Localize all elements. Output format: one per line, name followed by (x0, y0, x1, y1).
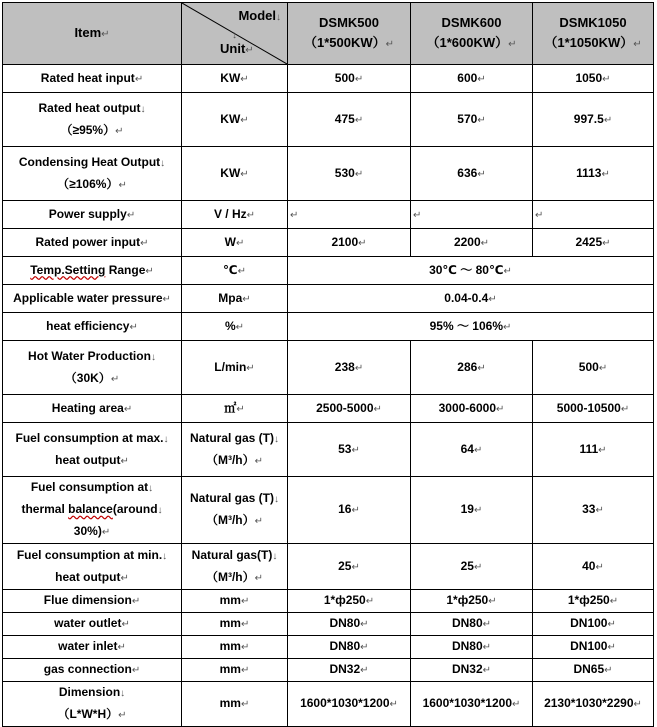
row-unit-cell: mm↵ (182, 590, 288, 613)
cell-value: 2100 (331, 234, 359, 249)
row-unit-cell: Mpa↵ (182, 285, 288, 313)
row-span-value: 95% ～ 106%↵ (288, 313, 654, 341)
table-row (3, 65, 654, 93)
row-item-label: （≥106%） (57, 176, 119, 191)
row-item-cell: Fuel consumption at max.↓ heat output↵ (3, 423, 182, 477)
row-unit-label: KW (220, 165, 241, 180)
row-unit-cell: ㎡↵ (182, 395, 288, 423)
row-unit-label: mm (219, 662, 241, 676)
cell-value: 3000-6000 (438, 400, 496, 415)
row-item-cell: gas connection↵ (3, 659, 182, 682)
row-value-cell: 500↵ (533, 341, 654, 395)
row-span-value: 30℃ ～ 80℃↵ (288, 257, 654, 285)
header-arrow: ↓ (232, 30, 237, 41)
row-value-cell: 64↵ (411, 423, 533, 477)
row-value-cell: DN65↵ (533, 659, 654, 682)
cell-value: 570 (457, 111, 478, 126)
row-value-cell: DN80↵ (288, 613, 411, 636)
cell-value: 25 (338, 558, 352, 573)
row-value-cell: 19↵ (411, 477, 533, 544)
cell-value: 500 (334, 70, 355, 85)
row-unit-label: mm (219, 639, 241, 653)
table-row (3, 659, 654, 682)
row-value-cell: DN32↵ (288, 659, 411, 682)
table-row (3, 229, 654, 257)
header-model-label: Model↓ (238, 8, 281, 23)
row-value-cell: 286↵ (411, 341, 533, 395)
row-item-label: heat efficiency (46, 318, 130, 333)
cell-value: 238 (334, 359, 355, 374)
table-row (3, 423, 654, 477)
row-value-cell: 2130*1030*2290↵ (533, 682, 654, 727)
row-item-label: thermal balance(around (21, 502, 158, 516)
cell-value: DN80 (451, 616, 483, 630)
table-row (3, 285, 654, 313)
row-item-cell: Condensing Heat Output↓ （≥106%）↵ (3, 147, 182, 201)
cell-value: DN80 (451, 639, 483, 653)
row-value-cell: DN100↵ (533, 636, 654, 659)
cell-value: 1*ф250 (567, 593, 610, 607)
row-value-cell: 2500-5000↵ (288, 395, 411, 423)
row-item-label: gas connection (43, 662, 132, 676)
table-row (3, 477, 654, 544)
row-item-label: （30K） (64, 370, 111, 385)
row-item-label: Dimension (58, 685, 121, 699)
row-item-label: Fuel consumption at max. (15, 430, 164, 445)
row-unit-label: （M³/h） (205, 452, 255, 467)
row-item-label: Condensing Heat Output (18, 154, 161, 169)
row-value-cell: 997.5↵ (533, 93, 654, 147)
table-row (3, 613, 654, 636)
cell-value: 64 (460, 441, 474, 456)
row-item-label: Rated heat input (40, 70, 135, 85)
row-value-cell: 2425↵ (533, 229, 654, 257)
span-value: 95% ～ 106% (429, 318, 503, 333)
cell-value: 475 (334, 111, 355, 126)
row-unit-label: Natural gas (T) (189, 491, 274, 505)
row-unit-cell: KW↵ (182, 147, 288, 201)
row-value-cell: 25↵ (411, 544, 533, 590)
row-item-cell: Heating area↵ (3, 395, 182, 423)
row-unit-label: （M³/h） (205, 513, 255, 527)
row-value-cell: 475↵ (288, 93, 411, 147)
header-model-1: DSMK600 （1*600KW）↵ (411, 3, 533, 65)
row-item-cell: Power supply↵ (3, 201, 182, 229)
row-value-cell: 1*ф250↵ (288, 590, 411, 613)
table-row (3, 395, 654, 423)
row-item-cell: Temp.Setting Range↵ (3, 257, 182, 285)
cell-value: 5000-10500 (556, 400, 621, 415)
row-unit-label: mm (219, 616, 241, 630)
header-item-label: Item (74, 24, 102, 40)
row-unit-label: % (224, 318, 236, 333)
cell-value: 1600*1030*1200 (422, 696, 513, 710)
row-unit-label: KW (220, 111, 241, 126)
row-value-cell: 530↵ (288, 147, 411, 201)
cell-value: DN32 (329, 662, 361, 676)
row-item-label: water outlet (54, 616, 122, 630)
row-item-cell: Flue dimension↵ (3, 590, 182, 613)
row-unit-label: Mpa (218, 290, 243, 305)
row-unit-cell: mm↵ (182, 636, 288, 659)
row-item-cell: Hot Water Production↓ （30K）↵ (3, 341, 182, 395)
table-row (3, 313, 654, 341)
row-unit-label: mm (219, 696, 241, 710)
row-value-cell: 1113↵ (533, 147, 654, 201)
row-unit-cell: KW↵ (182, 65, 288, 93)
row-unit-cell: Natural gas (T)↓ （M³/h）↵ (182, 477, 288, 544)
row-unit-label: L/min (214, 359, 247, 374)
row-item-label: Hot Water Production (28, 348, 151, 363)
table-row (3, 682, 654, 727)
table-row (3, 93, 654, 147)
cell-value: 600 (457, 70, 478, 85)
row-unit-cell: %↵ (182, 313, 288, 341)
row-item-label: （L*W*H） (57, 707, 119, 721)
table-row (3, 201, 654, 229)
table-row (3, 147, 654, 201)
row-value-cell: ↵ (411, 201, 533, 229)
header-model-unit (182, 3, 288, 65)
row-item-cell: water inlet↵ (3, 636, 182, 659)
row-value-cell: DN80↵ (288, 636, 411, 659)
row-unit-label: ℃ (223, 262, 238, 277)
row-item-label: Heating area (51, 400, 124, 415)
row-span-value: 0.04-0.4↵ (288, 285, 654, 313)
row-item-label: heat output (55, 569, 121, 584)
row-unit-cell: ℃↵ (182, 257, 288, 285)
row-item-cell: Applicable water pressure↵ (3, 285, 182, 313)
row-unit-label: W (224, 234, 236, 249)
cell-value: 1*ф250 (323, 593, 366, 607)
row-value-cell: 16↵ (288, 477, 411, 544)
row-item-cell: Rated heat input↵ (3, 65, 182, 93)
row-unit-label: KW (220, 70, 241, 85)
row-item-cell: Rated power input↵ (3, 229, 182, 257)
cell-value: DN32 (451, 662, 483, 676)
spec-table (2, 2, 654, 727)
row-value-cell: 500↵ (288, 65, 411, 93)
row-value-cell: 111↵ (533, 423, 654, 477)
cell-value: 111 (579, 441, 599, 456)
row-item-label: Flue dimension (43, 593, 132, 607)
row-unit-cell: mm↵ (182, 659, 288, 682)
cell-value: 997.5 (573, 111, 604, 126)
cell-value: DN100 (570, 616, 608, 630)
header-unit-label: Unit↵ (220, 41, 254, 56)
table-row (3, 544, 654, 590)
span-value: 0.04-0.4 (444, 290, 489, 305)
cell-value: 1113 (576, 165, 602, 180)
span-value: 30℃ ～ 80℃ (429, 262, 504, 277)
row-value-cell: 1050↵ (533, 65, 654, 93)
row-item-cell: Rated heat output↓ （≥95%）↵ (3, 93, 182, 147)
row-unit-label: Natural gas(T) (191, 547, 273, 562)
header-item: Item↵ (3, 3, 182, 65)
row-item-cell: Fuel consumption at↓ thermal balance(around↓ 30%)↵ (3, 477, 182, 544)
row-unit-cell: L/min↵ (182, 341, 288, 395)
row-value-cell: 3000-6000↵ (411, 395, 533, 423)
row-value-cell: 33↵ (533, 477, 654, 544)
row-value-cell: DN32↵ (411, 659, 533, 682)
row-value-cell: DN80↵ (411, 636, 533, 659)
row-value-cell: 1*ф250↵ (411, 590, 533, 613)
row-item-label: heat output (55, 452, 121, 467)
cell-value: DN80 (329, 639, 361, 653)
cell-value: 530 (334, 165, 355, 180)
row-value-cell: 636↵ (411, 147, 533, 201)
row-value-cell: 25↵ (288, 544, 411, 590)
table-row (3, 341, 654, 395)
row-value-cell: 238↵ (288, 341, 411, 395)
row-item-label: Temp.Setting Range (30, 262, 146, 277)
cell-value: 19 (460, 502, 474, 516)
row-value-cell: 1*ф250↵ (533, 590, 654, 613)
cell-value: 40 (582, 558, 596, 573)
row-unit-cell: W↵ (182, 229, 288, 257)
cell-value: 500 (578, 359, 599, 374)
table-row (3, 590, 654, 613)
row-unit-cell: mm↵ (182, 682, 288, 727)
row-item-cell: Dimension↓ （L*W*H）↵ (3, 682, 182, 727)
row-item-label: Power supply (48, 206, 127, 221)
table-row (3, 636, 654, 659)
cell-value: 636 (457, 165, 478, 180)
row-item-cell: heat efficiency↵ (3, 313, 182, 341)
row-unit-label: mm (219, 593, 241, 607)
cell-value: 286 (457, 359, 478, 374)
cell-value: 1050 (575, 70, 603, 85)
cell-value: DN65 (573, 662, 605, 676)
row-value-cell: ↵ (533, 201, 654, 229)
cell-value: 2500-5000 (316, 400, 374, 415)
header-row (3, 3, 654, 65)
table-row (3, 257, 654, 285)
cell-value: 2425 (575, 234, 603, 249)
cell-value: 1*ф250 (446, 593, 489, 607)
cell-value: 16 (338, 502, 352, 516)
row-value-cell: 53↵ (288, 423, 411, 477)
cell-value: 33 (582, 502, 596, 516)
row-unit-label: （M³/h） (205, 569, 255, 584)
row-value-cell: DN80↵ (411, 613, 533, 636)
row-unit-label: V / Hz (213, 206, 247, 221)
row-item-label: Applicable water pressure (13, 290, 163, 305)
header-model-0: DSMK500 （1*500KW）↵ (288, 3, 411, 65)
row-item-label: 30%) (73, 524, 102, 538)
row-value-cell: DN100↵ (533, 613, 654, 636)
cell-value: 53 (338, 441, 352, 456)
row-value-cell: 2200↵ (411, 229, 533, 257)
row-value-cell: 1600*1030*1200↵ (288, 682, 411, 727)
cell-value: 2130*1030*2290 (544, 696, 634, 710)
cell-value: DN80 (329, 616, 361, 630)
header-model-2: DSMK1050 （1*1050KW）↵ (533, 3, 654, 65)
row-unit-cell: Natural gas(T)↓ （M³/h）↵ (182, 544, 288, 590)
row-item-cell: Fuel consumption at min.↓ heat output↵ (3, 544, 182, 590)
row-item-label: Rated power input (35, 234, 141, 249)
cell-value: DN100 (570, 639, 608, 653)
row-item-label: water inlet (58, 639, 118, 653)
cell-value: 25 (460, 558, 474, 573)
cell-value: 1600*1030*1200 (300, 696, 390, 710)
row-unit-cell: mm↵ (182, 613, 288, 636)
row-value-cell: 40↵ (533, 544, 654, 590)
row-item-label: （≥95%） (60, 122, 116, 137)
row-unit-cell: V / Hz↵ (182, 201, 288, 229)
row-item-label: Fuel consumption at min. (16, 547, 163, 562)
row-unit-label: Natural gas (T) (189, 430, 274, 445)
row-value-cell: 5000-10500↵ (533, 395, 654, 423)
row-item-cell: water outlet↵ (3, 613, 182, 636)
row-value-cell: 570↵ (411, 93, 533, 147)
row-value-cell: 2100↵ (288, 229, 411, 257)
cell-value: 2200 (453, 234, 481, 249)
row-value-cell: 1600*1030*1200↵ (411, 682, 533, 727)
row-value-cell: 600↵ (411, 65, 533, 93)
row-unit-label: ㎡ (224, 400, 237, 415)
row-unit-cell: Natural gas (T)↓ （M³/h）↵ (182, 423, 288, 477)
row-item-label: Rated heat output (38, 100, 141, 115)
row-item-label: Fuel consumption at (30, 480, 149, 494)
row-value-cell: ↵ (288, 201, 411, 229)
row-unit-cell: KW↵ (182, 93, 288, 147)
